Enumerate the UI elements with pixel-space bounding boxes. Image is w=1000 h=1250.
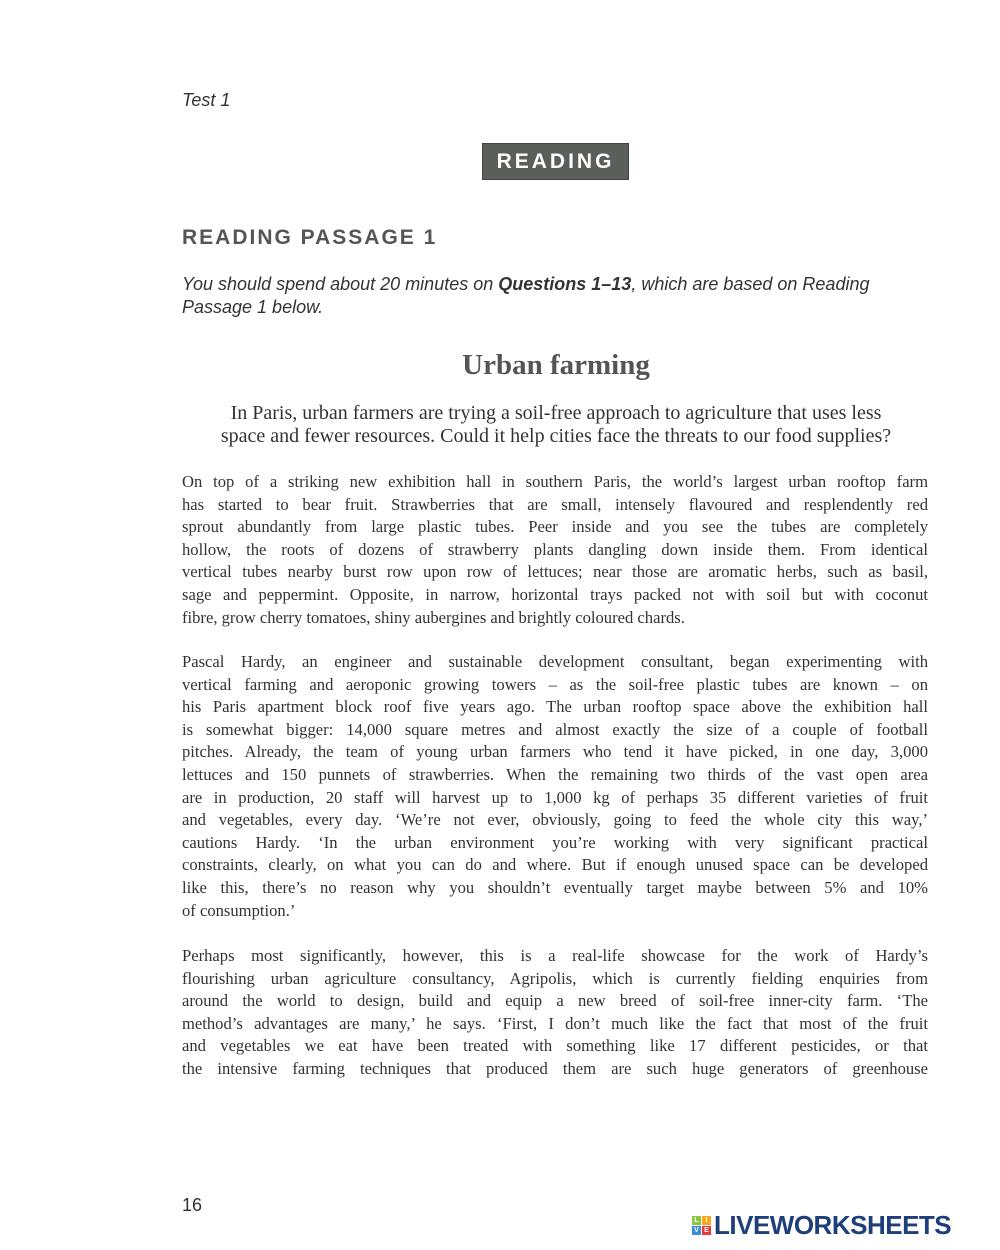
paragraph-line: and vegetables, every day. ‘We’re not ever, obviously, going to feed the whole city this way,’ [182, 810, 928, 830]
paragraph-1 [182, 471, 928, 629]
paragraph-line: vertical tubes nearby burst row upon row of lettuces; near those are aromatic herbs, such as basil, [182, 562, 928, 582]
article-title: Urban farming [462, 349, 650, 381]
paragraph-line: Perhaps most significantly, however, this is a real-life showcase for the work of Hardy’s [182, 946, 928, 965]
paragraph-line: of consumption.’ [182, 900, 296, 920]
paragraph-line: flourishing urban agriculture consultancy, Agripolis, which is currently fielding enquiries from [182, 968, 928, 988]
paragraph-line: hollow, the roots of dozens of strawberry plants dangling down inside them. From identical [182, 539, 928, 559]
test-label: Test 1 [182, 90, 231, 110]
article-subtitle [180, 402, 932, 448]
paragraph-line: the intensive farming techniques that produced them are such huge generators of greenhouse [182, 1058, 928, 1078]
passage-heading: READING PASSAGE 1 [182, 226, 438, 249]
instructions-text-end: , which are based on Reading Passage 1 below. [182, 274, 870, 317]
paragraph-3 [182, 945, 928, 1081]
paragraph-2 [182, 651, 928, 922]
paragraph-line: lettuces and 150 punnets of strawberries. When the remaining two thirds of the vast open area [182, 764, 928, 784]
paragraph-line: are in production, 20 staff will harvest up to 1,000 kg of perhaps 35 different varieties of fruit [182, 787, 928, 807]
subtitle-line: space and fewer resources. Could it help cities face the threats to our food supplies? [220, 425, 892, 447]
paragraph-line: constraints, clearly, on what you can do and where. But if enough unused space can be developed [182, 855, 928, 875]
paragraph-line: cautions Hardy. ‘In the urban environment you’re working with very significant practical [182, 832, 928, 852]
instructions-text: You should spend about 20 minutes on [182, 274, 499, 294]
paragraph-line: sage and peppermint. Opposite, in narrow, horizontal trays packed not with soil but with coconut [182, 584, 928, 604]
section-badge: READING [483, 144, 628, 179]
paragraph-line: around the world to design, build and equip a new breed of soil-free inner-city farm. ‘The [182, 991, 928, 1011]
paragraph-line: and vegetables we eat have been treated with something like 17 different pesticides, or that [182, 1036, 928, 1056]
logo-letter: V [692, 1226, 701, 1235]
logo-text: LIVEWORKSHEETS [714, 1210, 952, 1240]
logo-icon [692, 1216, 711, 1235]
paragraph-line: pitches. Already, the team of young urban farmers who tend it have picked, in one day, 3,000 [182, 742, 928, 762]
paragraph-line: his Paris apartment block roof five years ago. The urban rooftop space above the exhibition hall [182, 697, 928, 717]
paragraph-line: is somewhat bigger: 14,000 square metres and almost exactly the size of a couple of football [182, 719, 928, 739]
logo-letter: I [702, 1216, 711, 1225]
paragraph-line: method’s advantages are many,’ he says. ‘First, I don’t much like the fact that most of the fruit [182, 1013, 928, 1033]
subtitle-line: In Paris, urban farmers are trying a soil-free approach to agriculture that uses less [230, 402, 882, 424]
liveworksheets-logo [692, 1210, 951, 1241]
paragraph-line: fibre, grow cherry tomatoes, shiny aubergines and brightly coloured chards. [182, 607, 685, 627]
logo-letter: L [692, 1216, 701, 1225]
instructions [182, 273, 922, 319]
paragraph-line: vertical farming and aeroponic growing towers – as the soil-free plastic tubes are known – on [182, 674, 928, 694]
instructions-questions: Questions 1–13 [498, 274, 632, 294]
paragraph-line: On top of a striking new exhibition hall in southern Paris, the world’s largest urban rooftop farm [182, 472, 928, 491]
page-number: 16 [182, 1195, 203, 1215]
paragraph-line: has started to bear fruit. Strawberries that are small, intensely flavoured and resplendently red [182, 494, 928, 514]
paragraph-line: like this, there’s no reason why you shouldn’t eventually target maybe between 5% and 10% [182, 877, 928, 897]
paragraph-line: sprout abundantly from large plastic tubes. Peer inside and you see the tubes are completely [182, 517, 928, 537]
logo-letter: E [702, 1226, 711, 1235]
paragraph-line: Pascal Hardy, an engineer and sustainable development consultant, began experimenting with [182, 652, 928, 671]
